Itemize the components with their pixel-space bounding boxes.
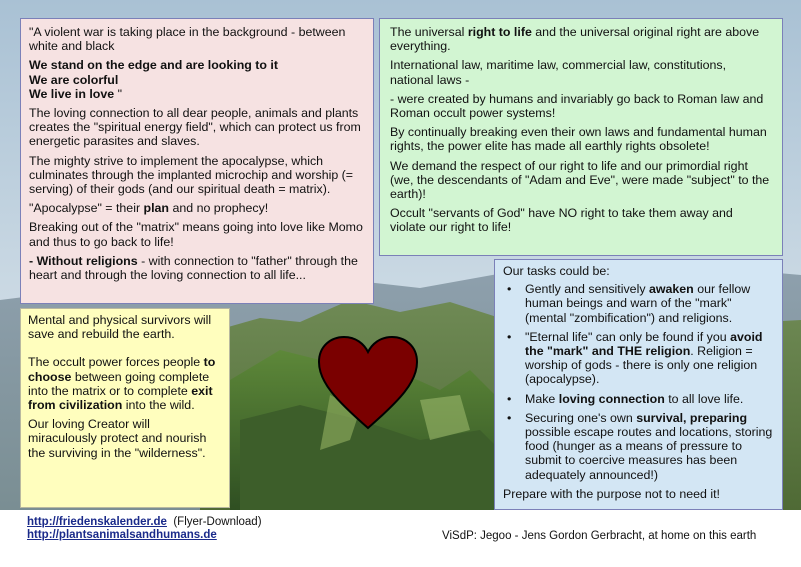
- survivors-box: [20, 308, 230, 508]
- heart-icon: [316, 334, 420, 432]
- demand-paragraph: We demand the respect of our right to life and our primordial right (we, the descendants of "Adam and Eve", were made "subject" to the earth)!: [390, 158, 770, 202]
- footer-credit: ViSdP: Jegoo - Jens Gordon Gerbracht, at home on this earth: [442, 530, 757, 542]
- tasks-list: [503, 282, 774, 482]
- apocalypse-paragraph: The mighty strive to implement the apocalypse, which culminates through the implanted microchip and worship (= serving) of their gods (and our spiritual death = matrix).: [29, 153, 354, 197]
- flyer-download-note: (Flyer-Download): [166, 516, 262, 528]
- tasks-heading: Our tasks could be:: [503, 264, 610, 278]
- energy-field-paragraph: The loving connection to all dear people, animals and plants creates the "spiritual energy field", which can protect us from energetic parasites and slaves.: [29, 106, 361, 149]
- quote-end: ": [114, 86, 123, 101]
- plantsanimalsandhumans-link[interactable]: http://plantsanimalsandhumans.de: [27, 529, 217, 541]
- servants-paragraph: Occult "servants of God" have NO right to take them away and violate our right to life!: [390, 206, 733, 235]
- quote-lines: [29, 58, 365, 101]
- footer-links: [27, 516, 262, 542]
- list-item: • "Eternal life" can only be found if you avoid the "mark" and THE religion. Religion = worship of gods - there is only one religion (apocalypse).: [507, 329, 763, 387]
- right-to-life-paragraph: The universal right to life and the universal original right are above everything.: [390, 25, 760, 54]
- roman-law-paragraph: - were created by humans and invariably go back to Roman law and Roman occult power systems!: [390, 91, 764, 121]
- list-item: • Gently and sensitively awaken our fellow human beings and warn of the "mark" (mental "zombification") and religions.: [507, 282, 751, 325]
- quote-line-love: We live in love: [29, 86, 115, 101]
- friedenskalender-link[interactable]: http://friedenskalender.de: [27, 516, 167, 528]
- quote-line-colorful: We are colorful: [29, 72, 119, 87]
- religions-paragraph: - Without religions - with connection to "father" through the heart and through the loving connection to all life...: [29, 253, 358, 283]
- power-elite-paragraph: By continually breaking even their own laws and fundamental human rights, the power elite has made all earthly rights obsolete!: [390, 125, 767, 154]
- right-to-life-box: [379, 18, 783, 256]
- laws-list-paragraph: International law, maritime law, commercial law, constitutions, national laws -: [390, 58, 727, 87]
- list-item: • Make loving connection to all love life.: [507, 391, 744, 406]
- choose-paragraph: The occult power forces people to choose between going complete into the matrix or to complete exit from civilization into the wild.: [28, 355, 216, 413]
- plan-paragraph: "Apocalypse" = their plan and no prophecy!: [29, 201, 269, 216]
- creator-paragraph: Our loving Creator will miraculously protect and nourish the surviving in the "wilderness".: [28, 417, 207, 460]
- survivors-paragraph: Mental and physical survivors will save and rebuild the earth.: [28, 313, 212, 342]
- matrix-paragraph: Breaking out of the "matrix" means going into love like Momo and thus to go back to life!: [29, 220, 363, 249]
- closing-line: Prepare with the purpose not to need it!: [503, 486, 720, 501]
- war-message-box: [20, 18, 374, 304]
- quote-line-edge: We stand on the edge and are looking to it: [29, 58, 278, 73]
- list-item: • Securing one's own survival, preparing possible escape routes and locations, storing food (hunger as a means of pressure to submit to coercive measures has been adequately announced!): [507, 410, 773, 482]
- quote-intro: "A violent war is taking place in the background - between white and black: [29, 25, 346, 54]
- tasks-box: [494, 259, 783, 510]
